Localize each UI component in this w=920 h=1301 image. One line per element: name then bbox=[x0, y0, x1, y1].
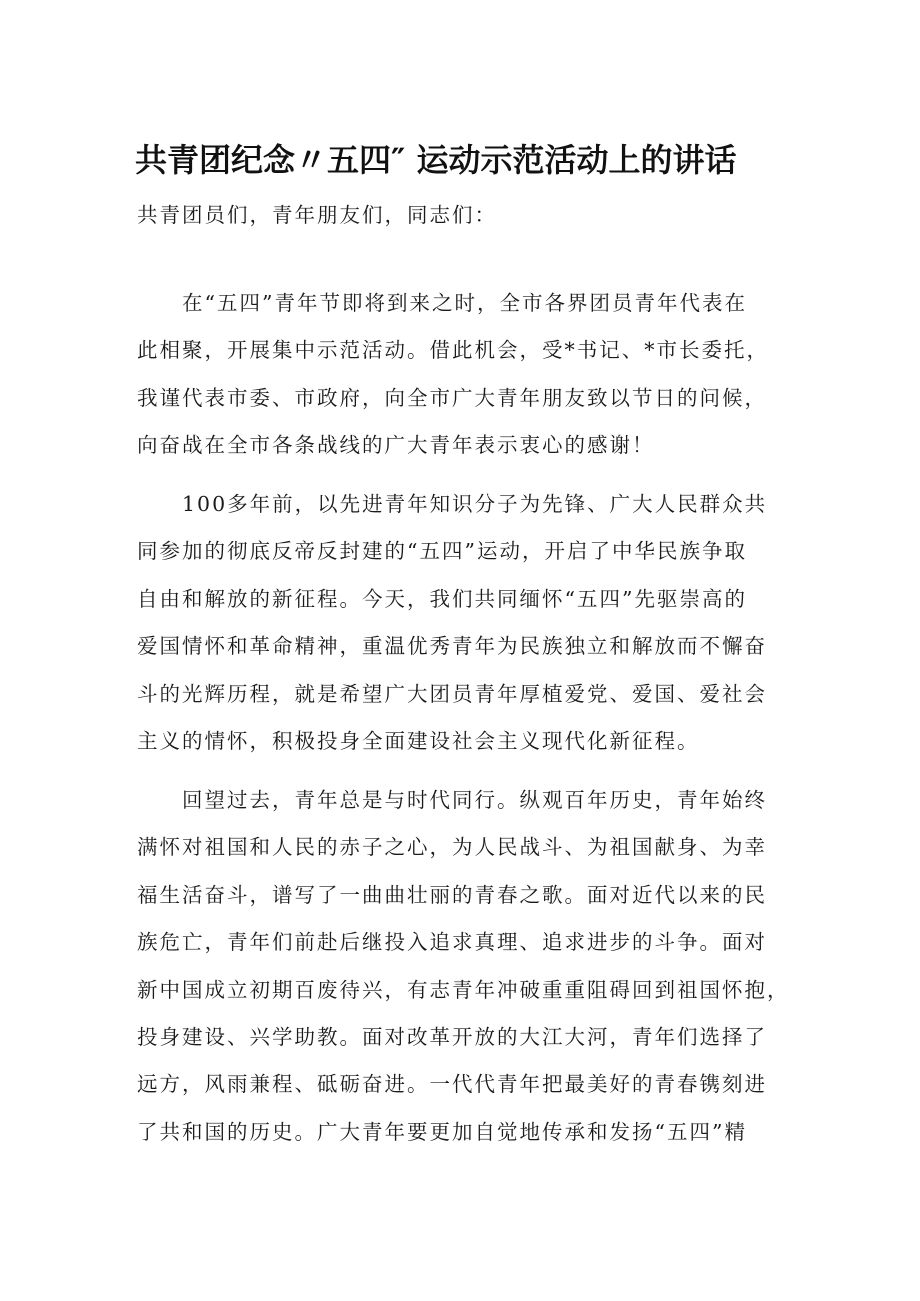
salutation: 共青团员们，青年朋友们，同志们： bbox=[137, 203, 497, 227]
text-line: 主义的情怀，积极投身全面建设社会主义现代化新征程。 bbox=[137, 728, 700, 753]
text-line: 爱国情怀和革命精神，重温优秀青年为民族独立和解放而不懈奋 bbox=[137, 634, 767, 659]
text-line: 在“五四”青年节即将到来之时，全市各界团员青年代表在 bbox=[182, 291, 747, 315]
text-line: 我谨代表市委、市政府，向全市广大青年朋友致以节日的问候， bbox=[137, 385, 767, 410]
paragraph-3 bbox=[137, 777, 797, 1156]
text-line: 了共和国的历史。广大青年要更加自觉地传承和发扬“五四”精 bbox=[137, 1119, 747, 1144]
text-line: 100多年前，以先进青年知识分子为先锋、广大人民群众共 bbox=[182, 492, 768, 516]
text-line: 斗的光辉历程，就是希望广大团员青年厚植爱党、爱国、爱社会 bbox=[137, 681, 767, 706]
paragraph-1 bbox=[137, 280, 797, 470]
text-line: 满怀对祖国和人民的赤子之心，为人民战斗、为祖国献身、为幸 bbox=[137, 835, 767, 860]
document-title: 共青团纪念〃五四″ 运动示范活动上的讲话 bbox=[135, 141, 737, 179]
text-line: 新中国成立初期百废待兴，有志青年冲破重重阻碍回到祖国怀抱， bbox=[137, 977, 790, 1002]
text-line: 远方，风雨兼程、砥砺奋进。一代代青年把最美好的青春镌刻进 bbox=[137, 1072, 767, 1097]
paragraph-2 bbox=[137, 481, 797, 765]
text-line: 同参加的彻底反帝反封建的“五四”运动，开启了中华民族争取 bbox=[137, 539, 747, 564]
text-line: 自由和解放的新征程。今天，我们共同缅怀“五四”先驱崇高的 bbox=[137, 586, 747, 611]
text-line: 此相聚，开展集中示范活动。借此机会，受*书记、*市长委托， bbox=[137, 338, 769, 363]
text-line: 向奋战在全市各条战线的广大青年表示衷心的感谢！ bbox=[137, 433, 655, 458]
text-line: 族危亡，青年们前赴后继投入追求真理、追求进步的斗争。面对 bbox=[137, 930, 767, 955]
text-line: 回望过去，青年总是与时代同行。纵观百年历史，青年始终 bbox=[182, 788, 767, 812]
text-line: 投身建设、兴学助教。面对改革开放的大江大河，青年们选择了 bbox=[137, 1024, 767, 1049]
text-line: 福生活奋斗，谱写了一曲曲壮丽的青春之歌。面对近代以来的民 bbox=[137, 882, 767, 907]
